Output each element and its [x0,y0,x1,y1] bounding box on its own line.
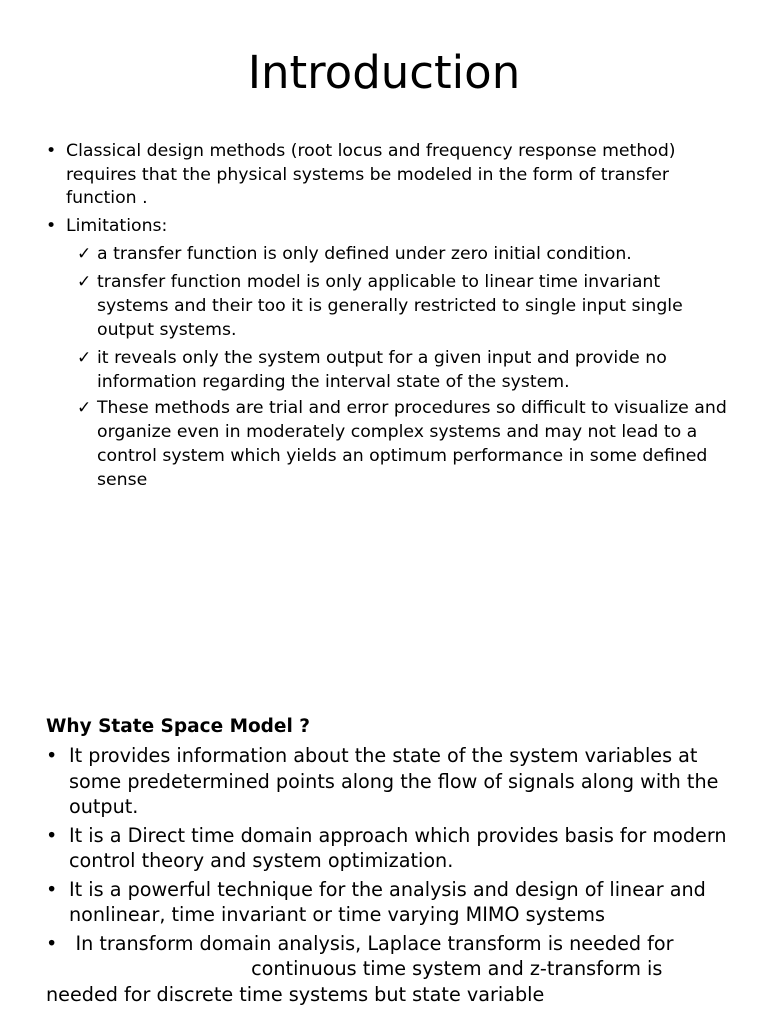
intro-section [46,140,736,492]
limitation-item [46,242,736,266]
list-item-text: It provides information about the state of the system variables at some predetermined points along the flow of signals along with the output. [69,744,719,818]
limitation-text: These methods are trial and error procedures so difficult to visualize and organize even in moderately complex systems and may not lead to a control system which yields an optimum performance in some defined sense [97,398,727,490]
section-heading: Why State Space Model ? [46,716,310,737]
limitation-item [46,396,736,492]
limitation-text: a transfer function is only defined under zero initial condition. [97,244,632,264]
list-item [46,823,736,874]
list-item-text: It is a powerful technique for the analysis and design of linear and nonlinear, time invariant or time varying MIMO systems [69,877,706,926]
bullet-icon: • [46,744,58,767]
limitation-text: transfer function model is only applicable to linear time invariant systems and their too it is generally restricted to single input single output systems. [97,272,683,340]
list-item [46,743,736,820]
checkmark-icon: ✓ [77,398,92,418]
checkmark-icon: ✓ [77,244,92,264]
list-item [46,215,736,239]
why-section [46,714,736,1007]
transform-paragraph [46,931,736,1008]
list-item-text: It is a Direct time domain approach which provides basis for modern control theory and system optimization. [69,823,727,872]
list-item [46,877,736,928]
bullet-icon: • [46,141,57,161]
checkmark-icon: ✓ [77,348,92,368]
list-item-text: Limitations: [66,215,168,236]
paragraph-text-part2: continuous time system and z-transform is needed for discrete time systems but state variable [46,957,663,1006]
list-item-text: Classical design methods (root locus and frequency response method) requires that the physical systems be modeled in the form of transfer function . [66,141,676,208]
bullet-icon: • [46,931,58,955]
list-item [46,140,736,211]
bullet-icon: • [46,215,57,236]
bullet-icon: • [46,877,58,901]
limitation-text: it reveals only the system output for a given input and provide no information regarding the interval state of the system. [97,348,667,392]
bullet-icon: • [46,823,58,847]
limitation-item [46,270,736,342]
checkmark-icon: ✓ [77,272,92,292]
paragraph-text-part1: In transform domain analysis, Laplace transform is needed for [75,931,674,955]
limitation-item [46,346,736,394]
page-title: Introduction [247,46,521,99]
